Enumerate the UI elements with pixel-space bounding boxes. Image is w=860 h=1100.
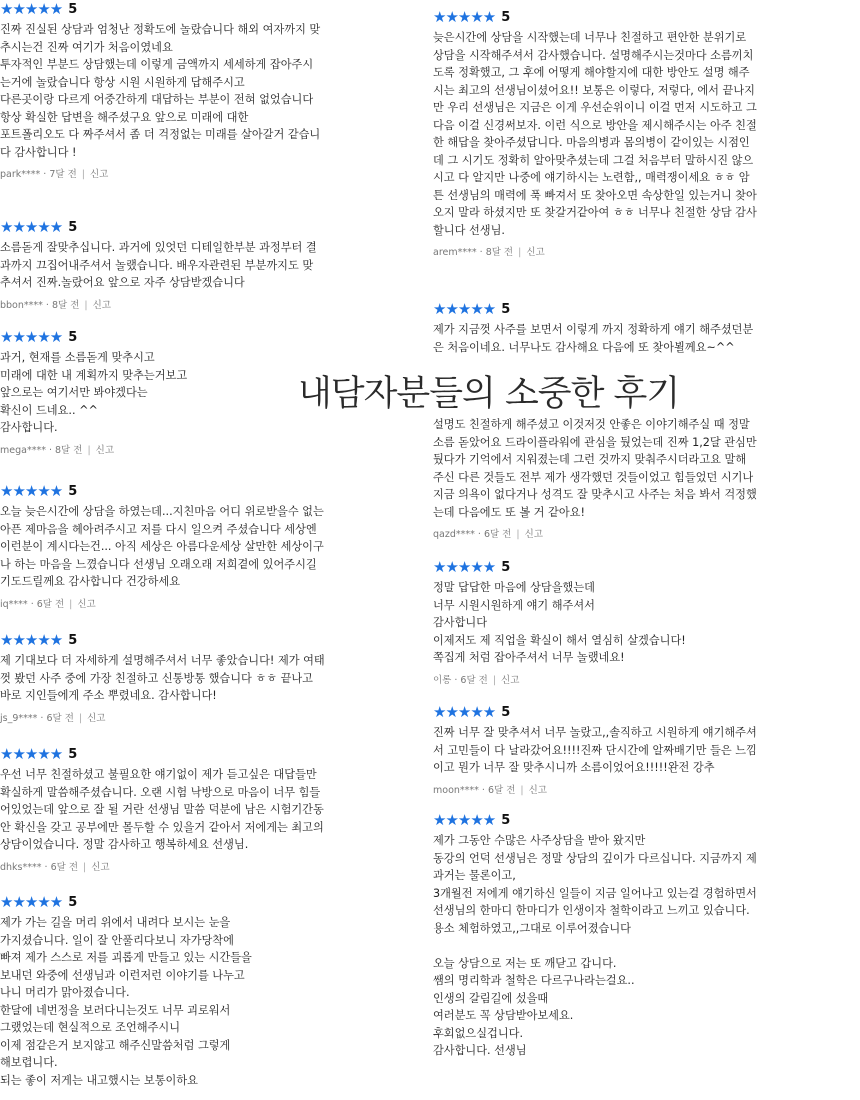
review-card (0, 893, 400, 1089)
separator: | (492, 674, 497, 686)
rating-row (433, 703, 843, 721)
review-time: 6달 전 (487, 784, 516, 796)
review-text: 오늘 늦은시간에 상담을 하였는데...지친마음 어디 위로받을수 없는 아픈 제마음을 헤아려주시고 저를 다시 일으켜 주셨습니다 세상엔 이런분이 계시다는건... 아직 세상은 아름다운세상 살만한 세상이구 나 하는 마음을 느꼈습니다 선생님 오래오래 저희곁에 있어주시길 기도드릴께요 감사합니다 건강하세요 (0, 505, 324, 588)
review-text: 설명도 친절하게 해주셨고 이것저것 안좋은 이야기해주실 때 정말 소름 돋았어요 드라이플라워에 관심을 뒀었는데 진짜 1,2달 관심만 뒀다가 기억에서 지워졌는데 그런 것까지 맞춰주시더라고요 말해 주신 다른 것들도 전부 제가 생각했던 것들이었고 힘들었던 시기나 지금 의욕이 없다거나 성격도 잘 맞추시고 사주는 처음 봐서 걱정했 는데 다음에도 또 볼 거 같아요! (433, 418, 757, 519)
rating-row (0, 893, 400, 911)
review-time: 8달 전 (51, 299, 80, 311)
star-rating-icon: ★★★★★ (0, 745, 63, 763)
right-review-column (433, 0, 843, 1100)
rating-row (0, 0, 400, 18)
review-text: 우선 너무 친절하셨고 불필요한 얘기없이 제가 듣고싶은 대답들만 확실하게 말씀해주셨습니다. 오랜 시험 낙방으로 마음이 너무 힘들 어있었는데 앞으로 잘 될 거란 선생님 말씀 덕분에 남은 시험기간동 안 확신을 갖고 공부에만 몰두할 수 있을거 같아서 저에게는 최고의 상담이었습니다. 정말 감사하고 행복하세요 선생님. (0, 768, 324, 851)
rating-value: 5 (68, 746, 78, 762)
separator: | (520, 784, 524, 796)
review-card (0, 482, 400, 612)
review-time: 6달 전 (460, 674, 488, 686)
review-text: 진짜 너무 잘 맞추셔서 너무 놀랐고,,솔직하고 시원하게 얘기해주셔 서 고민들이 다 날라갔어요!!!!진짜 단시간에 알짜배기만 들은 느낌 이고 뭔가 너무 잘 맞추시니까 소름이었어요!!!!!완전 강추 (433, 726, 757, 774)
rating-value: 5 (501, 301, 511, 317)
review-card (0, 0, 400, 182)
separator: | (69, 598, 73, 610)
rating-row (0, 328, 400, 346)
rating-value: 5 (68, 329, 78, 345)
review-time: 6달 전 (483, 529, 512, 540)
review-text: 제가 그동안 수많은 사주상담을 받아 왔지만 동강의 언덕 선생님은 정말 상담의 깊이가 다르십니다. 지금까지 제 과거는 물론이고, 3개월전 저에게 얘기하신 일들이 지금 일어나고 있는걸 경험하면서 선생님의 한마디 한마디가 인생이자 철학이라고 느끼고 있습니다. 용소 체험하였고,,그대로 이루어졌습니다 오늘 상담으로 저는 또 깨닫고 갑니다. 쌤의 명리학과 철학은 다르구나라는걸요.. 인생의 갈림길에 섰을때 여러분도 꼭 상담받아보세요. 후회없으실겁니다. 감사합니다. 선생님 (433, 834, 757, 1057)
review-card (433, 8, 843, 260)
rating-value: 5 (68, 632, 78, 648)
star-rating-icon: ★★★★★ (433, 811, 496, 829)
separator: | (87, 444, 91, 456)
report-link[interactable]: 신고 (501, 674, 520, 686)
review-card (433, 416, 843, 542)
rating-row (0, 218, 400, 236)
rating-row (0, 745, 400, 763)
separator: | (83, 861, 87, 873)
rating-value: 5 (501, 704, 511, 720)
separator: | (518, 247, 522, 258)
rating-value: 5 (68, 1, 78, 17)
review-meta: mega**** · 8달 전 | 신고 (0, 444, 114, 456)
reviewer-id: qazd**** (433, 529, 475, 540)
review-meta: iq**** · 6달 전 | 신고 (0, 598, 96, 610)
separator: | (81, 169, 85, 180)
review-meta: bbon**** · 8달 전 | 신고 (0, 299, 111, 311)
rating-value: 5 (501, 812, 511, 828)
report-link[interactable]: 신고 (95, 444, 114, 456)
report-link[interactable]: 신고 (524, 529, 543, 540)
review-text: 소름돋게 잘맞추십니다. 과거에 있엇던 디테일한부분 과정부터 결 과까지 끄집어내주셔서 놀랬습니다. 배우자관련된 부분까지도 맞 추셔서 진짜.놀랐어요 앞으로 자주 상담받겠습니다 (0, 241, 317, 289)
report-link[interactable]: 신고 (87, 712, 106, 724)
rating-value: 5 (68, 894, 78, 910)
review-card (0, 218, 400, 313)
review-text: 제가 가는 길을 머리 위에서 내려다 보시는 눈을 가지셨습니다. 일이 잘 안풀리다보니 자가당착에 빠져 제가 스스로 저를 괴롭게 만들고 있는 시간들을 보내던 와중에 선생님과 이런저런 이야기를 나누고 나니 머리가 맑아졌습니다. 한달에 네번정을 보러다니는것도 너무 괴로워서 그랬었는데 현실적으로 조언해주시니 이제 점같은거 보지않고 해주신말씀처럼 그렇게 해보렵니다. 되는 좋이 저게는 내고했시는 보통이하요 (0, 916, 252, 1087)
rating-row (433, 558, 843, 576)
star-rating-icon: ★★★★★ (433, 300, 496, 318)
star-rating-icon: ★★★★★ (433, 703, 496, 721)
review-text: 진짜 진실된 상담과 엄청난 정확도에 놀랐습니다 해외 여자까지 맞 추시는건 진짜 여기가 처음이였네요 투자적인 부분드 상담했는데 이렇게 금액까지 세세하게 잡아주시 는거에 놀랐습니다 항상 시원 시원하게 답해주시고 다른곳이랑 다르게 어중간하게 대답하는 부분이 전혀 없었습니다 항상 확실한 답변을 해주셨구요 앞으로 미래에 대한 포트폴리오도 다 짜주셔서 좀 더 걱정없는 미래를 살아갈거 같습니 다 감사합니다 ! (0, 23, 321, 159)
review-time: 8달 전 (485, 247, 514, 258)
review-text: 과거, 현재를 소름돋게 맞추시고 미래에 대한 내 계획까지 맞추는거보고 앞으로는 여기서만 봐야겠다는 확신이 드네요.. ^^ 감사합니다. (0, 351, 188, 434)
page-title-overlay: 내담자분들의 소중한 후기 (298, 374, 680, 414)
report-link[interactable]: 신고 (91, 861, 110, 873)
reviewer-id: 이롱 (433, 674, 452, 686)
reviewer-id: moon**** (433, 784, 479, 796)
review-card (433, 703, 843, 798)
review-time: 6달 전 (46, 712, 74, 724)
review-meta: js_9**** · 6달 전 | 신고 (0, 712, 106, 724)
left-review-column (0, 0, 400, 1100)
reviewer-id: mega**** (0, 444, 46, 456)
review-time: 7달 전 (49, 169, 77, 180)
review-card (0, 745, 400, 875)
reviewer-id: park**** (0, 169, 41, 180)
rating-row (0, 631, 400, 649)
review-meta: qazd**** · 6달 전 | 신고 (433, 529, 543, 540)
star-rating-icon: ★★★★★ (0, 631, 63, 649)
review-meta: park**** · 7달 전 | 신고 (0, 169, 109, 180)
report-link[interactable]: 신고 (92, 299, 111, 311)
report-link[interactable]: 신고 (89, 169, 109, 180)
review-text: 제 기대보다 더 자세하게 설명해주셔서 너무 좋았습니다! 제가 여태 껏 봤던 사주 중에 가장 친절하고 신통방통 했습니다 ㅎㅎ 끝나고 바로 지인들에게 주소 뿌렸네요. 감사합니다! (0, 654, 325, 702)
review-meta: arem**** · 8달 전 | 신고 (433, 247, 545, 258)
rating-row (433, 811, 843, 829)
review-card (433, 558, 843, 688)
review-time: 6달 전 (36, 598, 65, 610)
review-card (433, 811, 843, 1060)
reviewer-id: dhks**** (0, 861, 42, 873)
star-rating-icon: ★★★★★ (433, 558, 496, 576)
report-link[interactable]: 신고 (528, 784, 547, 796)
star-rating-icon: ★★★★★ (0, 328, 63, 346)
rating-row (433, 300, 843, 318)
report-link[interactable]: 신고 (526, 247, 545, 258)
star-rating-icon: ★★★★★ (433, 8, 496, 26)
review-card (433, 300, 843, 356)
review-meta: 이롱 · 6달 전 | 신고 (433, 674, 520, 686)
review-text: 제가 지금껏 사주를 보면서 이렇게 까지 정확하게 얘기 해주셨던분 은 처음이네요. 너무나도 감사해요 다음에 또 찾아뵐께요~^^ (433, 323, 754, 354)
rating-value: 5 (501, 559, 511, 575)
separator: | (84, 299, 88, 311)
reviewer-id: js_9**** (0, 712, 38, 724)
review-text: 정말 답답한 마음에 상담을했는데 너무 시원시원하게 얘기 해주셔서 감사합니다 이제저도 제 직업을 확실이 해서 열심히 살겠습니다! 쪽집게 처럼 잡아주셔서 너무 놀랬네요! (433, 581, 686, 664)
rating-value: 5 (68, 483, 78, 499)
star-rating-icon: ★★★★★ (0, 0, 63, 18)
rating-value: 5 (501, 9, 511, 25)
star-rating-icon: ★★★★★ (0, 482, 63, 500)
separator: | (78, 712, 83, 724)
rating-row (433, 8, 843, 26)
review-time: 8달 전 (55, 444, 83, 456)
review-meta: dhks**** · 6달 전 | 신고 (0, 861, 110, 873)
review-card (0, 631, 400, 726)
reviewer-id: iq**** (0, 598, 28, 610)
star-rating-icon: ★★★★★ (0, 218, 63, 236)
review-text: 늦은시간에 상담을 시작했는데 너무나 친절하고 편안한 분위기로 상담을 시작해주셔서 감사했습니다. 설명해주시는것마다 소름끼치 도록 정확했고, 그 후에 어떻게 해야할지에 대한 방안도 설명 해주 시는 최고의 선생님이셨어요!! 보통은 이렇다, 저렇다, 에서 끝나지 만 우리 선생님은 지금은 이게 우선순위이니 이걸 먼저 시도하고 그 다음 이걸 신경써보자. 이런 식으로 방안을 제시해주시는 아주 친절 한 해답을 찾아주셨답니다. 마음의병과 몸의병이 같이있는 시점인 데 그 시기도 정확히 알아맞추셨는데 그걸 처음부터 말하시진 않으 시고 다 알지만 나중에 얘기하시는 노련함,, 매력쟁이세요 ㅎㅎ 암 튼 선생님의 매력에 푹 빠져서 또 찾아오면 속상한일 있는거니 찾아 오지 말라 하셨지만 또 찾갈거같아여 ㅎㅎ 너무나 친절한 상담 감사 할니다 선생님. (433, 31, 757, 237)
review-meta: moon**** · 6달 전 | 신고 (433, 784, 547, 796)
review-time: 6달 전 (50, 861, 78, 873)
rating-value: 5 (68, 219, 78, 235)
report-link[interactable]: 신고 (77, 598, 96, 610)
star-rating-icon: ★★★★★ (0, 893, 63, 911)
reviewer-id: bbon**** (0, 299, 43, 311)
rating-row (0, 482, 400, 500)
reviewer-id: arem**** (433, 247, 477, 258)
separator: | (516, 529, 520, 540)
